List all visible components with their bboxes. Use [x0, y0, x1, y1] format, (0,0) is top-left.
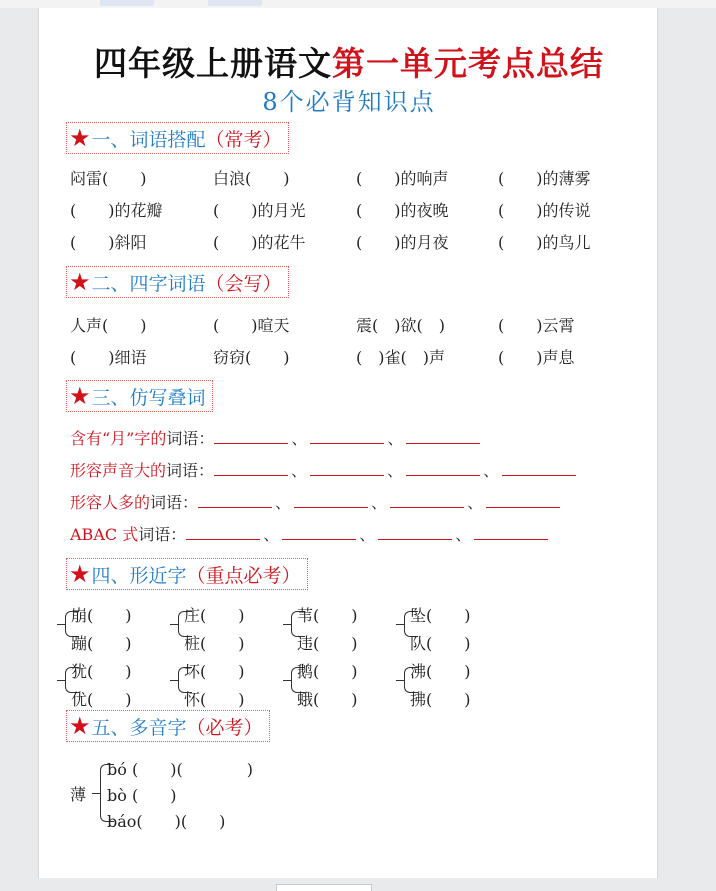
- similar-char-item: 苇( ): [297, 606, 358, 625]
- brace-tip: [57, 624, 65, 625]
- similar-char-item: 桩( ): [184, 634, 245, 653]
- page-subtitle: 8个必背知识点: [262, 88, 436, 116]
- collocation-item: ( )的夜晚: [356, 201, 449, 220]
- reduplication-label: 词语：: [150, 493, 199, 512]
- similar-char-item: 优( ): [71, 690, 132, 709]
- reduplication-line: [70, 426, 480, 449]
- answer-blank[interactable]: [378, 526, 452, 540]
- idiom-item: ( )喧天: [213, 316, 290, 335]
- collocation-item: ( )斜阳: [70, 233, 147, 252]
- separator: 、: [291, 429, 308, 448]
- similar-char-item: 犹( ): [71, 662, 132, 681]
- brace-tip: [170, 624, 178, 625]
- reduplication-label: 词语：: [138, 525, 187, 544]
- separator: 、: [387, 461, 404, 480]
- section-heading-reduplication: ★ 三、仿写叠词: [66, 380, 213, 412]
- star-icon: ★: [69, 124, 91, 152]
- collocation-item: 闷雷( ): [70, 169, 147, 188]
- separator: 、: [263, 525, 280, 544]
- polyphone-reading: bó ( )( ): [107, 760, 253, 779]
- answer-blank[interactable]: [198, 494, 272, 508]
- separator: 、: [455, 525, 472, 544]
- separator: 、: [359, 525, 376, 544]
- similar-char-item: 违( ): [297, 634, 358, 653]
- polyphone-reading: bò ( ): [107, 786, 177, 805]
- brace-tip: [170, 680, 178, 681]
- idiom-item: ( )细语: [70, 348, 147, 367]
- separator: 、: [275, 493, 292, 512]
- section-heading-similar-chars: ★ 四、形近字 （重点必考）: [66, 558, 308, 590]
- collocation-item: ( )的花牛: [213, 233, 306, 252]
- separator: 、: [387, 429, 404, 448]
- polyphone-reading: báo( )( ): [107, 812, 226, 831]
- separator: 、: [467, 493, 484, 512]
- browser-tab[interactable]: [208, 0, 262, 6]
- star-icon: ★: [69, 712, 91, 740]
- idiom-item: 窃窃( ): [213, 348, 290, 367]
- similar-char-item: 坏( ): [184, 662, 245, 681]
- section-heading-polyphone: ★ 五、多音字 （必考）: [66, 710, 270, 742]
- similar-char-item: 怀( ): [184, 690, 245, 709]
- answer-blank[interactable]: [214, 462, 288, 476]
- reduplication-prompt: 形容声音大的: [70, 461, 167, 480]
- brace-tip: [396, 680, 404, 681]
- answer-blank[interactable]: [214, 430, 288, 444]
- answer-blank[interactable]: [390, 494, 464, 508]
- reduplication-prompt: 含有“月”字的: [70, 429, 167, 448]
- answer-blank[interactable]: [310, 430, 384, 444]
- idiom-item: ( )声息: [498, 348, 575, 367]
- answer-blank[interactable]: [406, 430, 480, 444]
- answer-blank[interactable]: [406, 462, 480, 476]
- idiom-item: ( )云霄: [498, 316, 575, 335]
- collocation-item: ( )的薄雾: [498, 169, 591, 188]
- collocation-item: ( )的月光: [213, 201, 306, 220]
- separator: 、: [371, 493, 388, 512]
- similar-char-item: 蛾( ): [297, 690, 358, 709]
- brace-tip: [57, 680, 65, 681]
- answer-blank[interactable]: [474, 526, 548, 540]
- browser-tab-strip: [0, 0, 716, 8]
- answer-blank[interactable]: [310, 462, 384, 476]
- collocation-item: ( )的传说: [498, 201, 591, 220]
- idiom-item: 人声( ): [70, 316, 147, 335]
- collocation-item: ( )的鸟儿: [498, 233, 591, 252]
- separator: 、: [483, 461, 500, 480]
- brace-tip: [92, 793, 100, 794]
- brace-tip: [396, 624, 404, 625]
- answer-blank[interactable]: [294, 494, 368, 508]
- brace-tip: [283, 680, 291, 681]
- page-title: [39, 38, 659, 85]
- collocation-item: ( )的月夜: [356, 233, 449, 252]
- reduplication-label: 词语：: [166, 461, 215, 480]
- collocation-item: 白浪( ): [213, 169, 290, 188]
- similar-char-item: 拂( ): [410, 690, 471, 709]
- reduplication-prompt: 形容人多的: [70, 493, 151, 512]
- page-nav-control[interactable]: [276, 884, 372, 891]
- answer-blank[interactable]: [186, 526, 260, 540]
- separator: 、: [291, 461, 308, 480]
- similar-char-item: 队( ): [410, 634, 471, 653]
- title-grade: 四年级上册语文: [94, 44, 332, 83]
- star-icon: ★: [69, 268, 91, 296]
- answer-blank[interactable]: [486, 494, 560, 508]
- polyphone-char: 薄: [70, 785, 87, 804]
- similar-char-item: 蹦( ): [71, 634, 132, 653]
- title-unit: 第一单元考点总结: [332, 44, 604, 83]
- reduplication-line: [70, 458, 576, 481]
- star-icon: ★: [69, 560, 91, 588]
- section-heading-idioms: ★ 二、四字词语 （会写）: [66, 266, 289, 298]
- browser-tab[interactable]: [100, 0, 154, 6]
- similar-char-item: 庄( ): [184, 606, 245, 625]
- reduplication-line: [70, 490, 560, 513]
- idiom-item: 震( )欲( ): [356, 316, 445, 335]
- idiom-item: ( )雀( )声: [356, 348, 445, 367]
- star-icon: ★: [69, 382, 91, 410]
- section-heading-collocation: ★ 一、词语搭配 （常考）: [66, 122, 289, 154]
- answer-blank[interactable]: [502, 462, 576, 476]
- answer-blank[interactable]: [282, 526, 356, 540]
- reduplication-prompt: ABAC 式: [70, 525, 139, 544]
- document-page: [38, 8, 658, 878]
- similar-char-item: 鹅( ): [297, 662, 358, 681]
- collocation-item: ( )的响声: [356, 169, 449, 188]
- reduplication-label: 词语：: [166, 429, 215, 448]
- reduplication-line: [70, 522, 548, 545]
- collocation-item: ( )的花瓣: [70, 201, 163, 220]
- similar-char-item: 坠( ): [410, 606, 471, 625]
- brace-tip: [283, 624, 291, 625]
- similar-char-item: 崩( ): [71, 606, 132, 625]
- similar-char-item: 沸( ): [410, 662, 471, 681]
